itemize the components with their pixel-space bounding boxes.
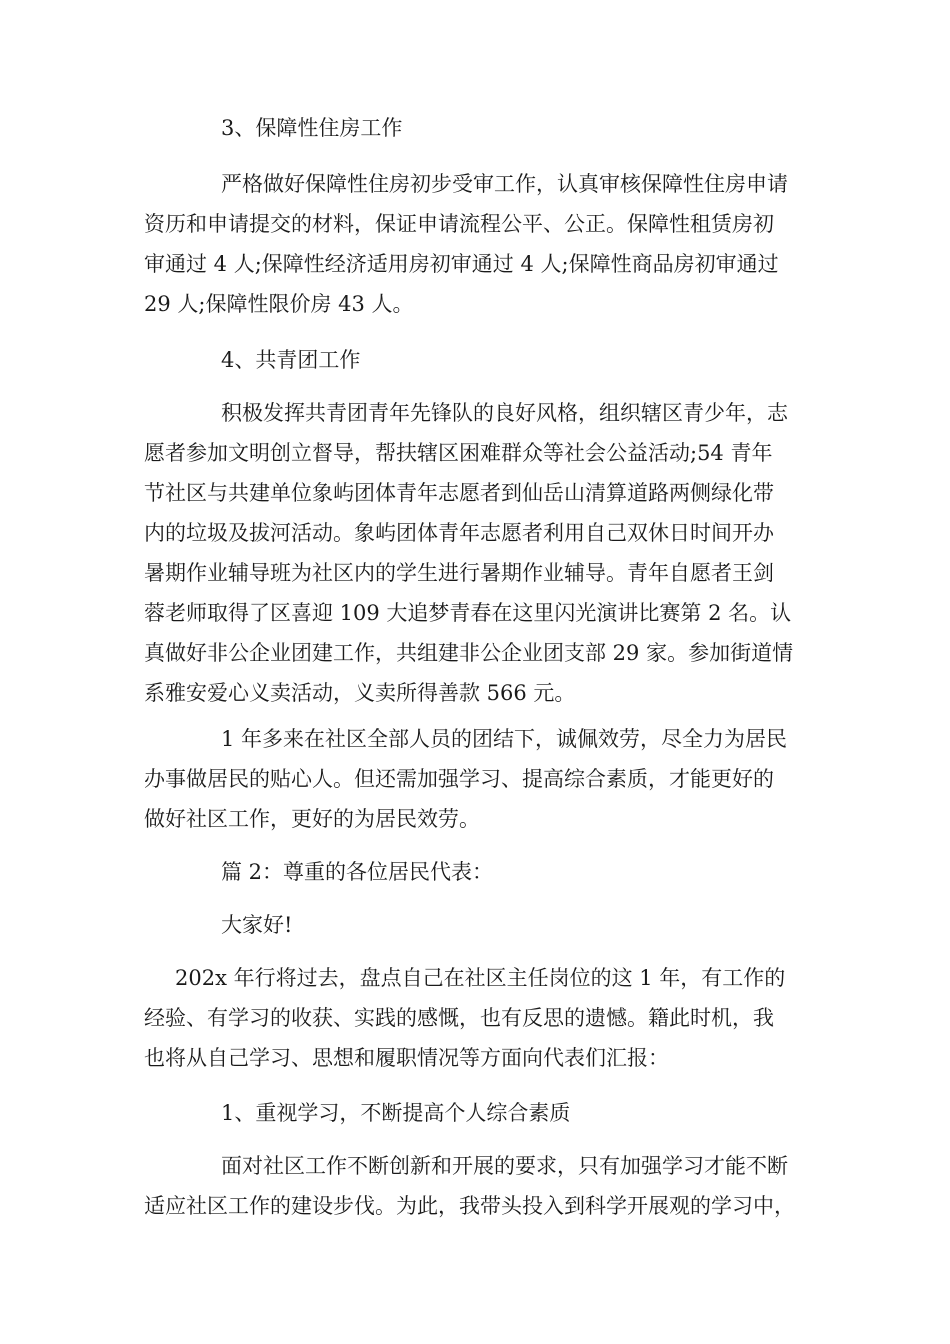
heading-4-youth-league: 4、共青团工作 bbox=[221, 348, 361, 372]
paragraph-youth-league-line: 内的垃圾及拔河活动。象屿团体青年志愿者利用自己双休日时间开办 bbox=[144, 521, 774, 545]
paragraph-youth-league-line: 暑期作业辅导班为社区内的学生进行暑期作业辅导。青年自愿者王剑 bbox=[144, 561, 774, 585]
paragraph-housing-line: 审通过 4 人;保障性经济适用房初审通过 4 人;保障性商品房初审通过 bbox=[144, 252, 779, 276]
heading-1-study: 1、重视学习，不断提高个人综合素质 bbox=[221, 1101, 571, 1125]
paragraph-housing-line: 29 人;保障性限价房 43 人。 bbox=[144, 292, 414, 316]
paragraph-intro-line: 也将从自己学习、思想和履职情况等方面向代表们汇报： bbox=[144, 1046, 669, 1070]
heading-3-housing: 3、保障性住房工作 bbox=[221, 116, 403, 140]
paragraph-study-line: 面对社区工作不断创新和开展的要求，只有加强学习才能不断 bbox=[221, 1154, 788, 1178]
paragraph-intro-line: 202x 年行将过去，盘点自己在社区主任岗位的这 1 年，有工作的 bbox=[175, 966, 786, 990]
paragraph-study-line: 适应社区工作的建设步伐。为此，我带头投入到科学开展观的学习中， bbox=[144, 1194, 795, 1218]
paragraph-youth-league-line: 节社区与共建单位象屿团体青年志愿者到仙岳山清算道路两侧绿化带 bbox=[144, 481, 774, 505]
paragraph-housing-line: 严格做好保障性住房初步受审工作，认真审核保障性住房申请 bbox=[221, 172, 788, 196]
paragraph-youth-league-line: 蓉老师取得了区喜迎 109 大追梦青春在这里闪光演讲比赛第 2 名。认 bbox=[144, 601, 792, 625]
paragraph-youth-league-line: 愿者参加文明创立督导，帮扶辖区困难群众等社会公益活动;54 青年 bbox=[144, 441, 773, 465]
paragraph-intro-line: 经验、有学习的收获、实践的感慨，也有反思的遗憾。籍此时机，我 bbox=[144, 1006, 774, 1030]
paragraph-youth-league-line: 真做好非公企业团建工作，共组建非公企业团支部 29 家。参加街道情 bbox=[144, 641, 794, 665]
article-2-title: 篇 2：尊重的各位居民代表： bbox=[221, 860, 494, 884]
paragraph-housing-line: 资历和申请提交的材料，保证申请流程公平、公正。保障性租赁房初 bbox=[144, 212, 774, 236]
paragraph-youth-league-line: 积极发挥共青团青年先锋队的良好风格，组织辖区青少年，志 bbox=[221, 401, 788, 425]
paragraph-summary-line: 做好社区工作，更好的为居民效劳。 bbox=[144, 807, 480, 831]
paragraph-summary-line: 办事做居民的贴心人。但还需加强学习、提高综合素质，才能更好的 bbox=[144, 767, 774, 791]
paragraph-youth-league-line: 系雅安爱心义卖活动，义卖所得善款 566 元。 bbox=[144, 681, 576, 705]
greeting: 大家好! bbox=[221, 913, 293, 937]
paragraph-summary-line: 1 年多来在社区全部人员的团结下，诚佩效劳，尽全力为居民 bbox=[221, 727, 788, 751]
